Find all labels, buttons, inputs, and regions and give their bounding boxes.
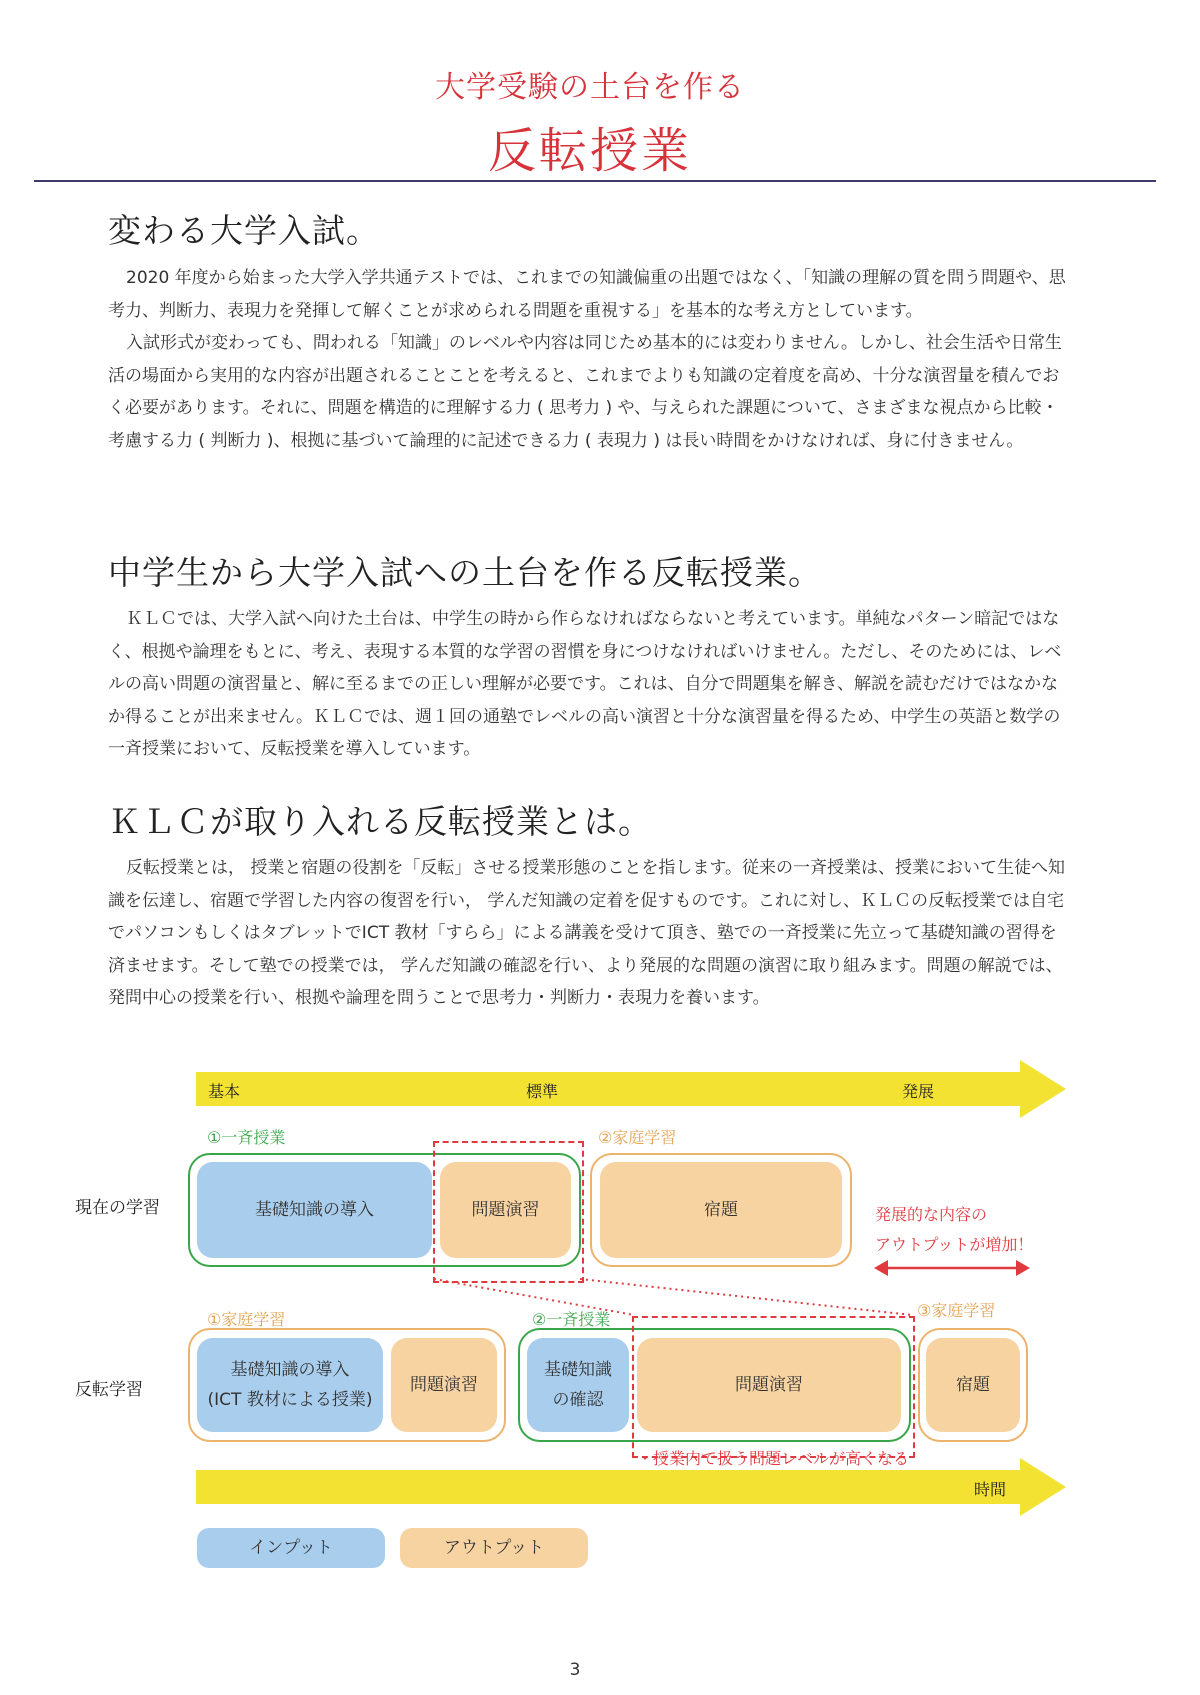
flipped-input-line-1: 基礎知識の導入 xyxy=(230,1360,350,1380)
current-input-box: 基礎知識の導入 xyxy=(197,1162,432,1258)
flipped-note-line-1: ・授業内で扱う問題レベルが高くなる xyxy=(637,1449,910,1468)
flipped-group-2-label: ②一斉授業 xyxy=(532,1310,611,1329)
section-heading-3: ＫＬＣが取り入れる反転授業とは。 xyxy=(108,802,652,841)
paragraph: ＫＬＣでは、大学入試へ向けた土台は、中学生の時から作らなければならないと考えています。単純なパターン暗記ではなく、根拠や論理をもとに、考え、表現する本質的な学習の習慣を身につけなければいけません。ただし、そのためには、レベルの高い問題の演習量と、解に至るまでの正しい理解が必要です。これは、自分で問題集を解き、解説を読むだけではなかなか得ることが出来ません。ＫＬＣでは、週１回の通塾でレベルの高い演習と十分な演習量を得るため、中学生の英語と数学の一斉授業において、反転授業を導入しています。 xyxy=(108,609,1062,760)
flipped-practice-highlight xyxy=(632,1316,915,1458)
section-body-1 xyxy=(108,262,1070,458)
current-note-line-1: 発展的な内容の xyxy=(875,1205,988,1224)
page-number: 3 xyxy=(569,1660,581,1680)
flipped-group-3-label: ③家庭学習 xyxy=(917,1301,996,1320)
legend-input: インプット xyxy=(197,1528,385,1568)
flipped-input-line-2: (ICT 教材による授業) xyxy=(207,1390,373,1410)
page-supertitle: 大学受験の土台を作る xyxy=(435,70,745,105)
level-standard: 標準 xyxy=(526,1082,559,1101)
flipped-class-practice-box: 問題演習 xyxy=(637,1338,901,1432)
flipped-confirm-line-1: 基礎知識 xyxy=(544,1360,612,1380)
header-divider xyxy=(34,180,1156,182)
current-practice-box: 問題演習 xyxy=(440,1162,571,1258)
level-advanced: 発展 xyxy=(902,1082,935,1101)
flipped-row-label: 反転学習 xyxy=(75,1380,143,1400)
paragraph: 反転授業とは， 授業と宿題の役割を「反転」させる授業形態のことを指します。従来の一斉授業は、授業において生徒へ知識を伝達し、宿題で学習した内容の復習を行い， 学んだ知識の定着を促すものです。これに対し、ＫＬＣの反転授業では自宅でパソコンもしくはタブレットでICT 教材「すらら」による講義を受けて頂き、塾での一斉授業に先立って基礎知識の習得を済ませます。そして塾での授業では， 学んだ知識の確認を行い、より発展的な問題の演習に取り組みます。問題の解説では、発問中心の授業を行い、根拠や論理を問うことで思考力・判断力・表現力を養います。 xyxy=(108,858,1066,1009)
section-heading-1: 変わる大学入試。 xyxy=(108,211,380,250)
time-arrow xyxy=(196,1470,1066,1504)
flipped-homework-box: 宿題 xyxy=(926,1338,1020,1432)
flipped-confirm-box xyxy=(527,1338,629,1432)
flipped-input-box xyxy=(197,1338,383,1432)
current-group-1-label: ①一斉授業 xyxy=(207,1128,286,1147)
current-row-label: 現在の学習 xyxy=(75,1198,160,1218)
flipped-home-practice-box: 問題演習 xyxy=(391,1338,497,1432)
paragraph: 入試形式が変わっても、問われる「知識」のレベルや内容は同じため基本的には変わりません。しかし、社会生活や日常生活の場面から実用的な内容が出題されることことを考えると、これまでよりも知識の定着度を高め、十分な演習量を積んでおく必要があります。それに、問題を構造的に理解する力 ( 思考力 ) や、与えられた課題について、さまざまな視点から比較・考慮する力 ( 判断力 )、根拠に基づいて論理的に記述できる力 ( 表現力 ) は長い時間をかけなければ、身に付きません。 xyxy=(108,333,1062,451)
time-label: 時間 xyxy=(974,1480,1007,1499)
page-title: 反転授業 xyxy=(487,123,692,179)
level-basic: 基本 xyxy=(208,1082,241,1101)
current-group-2-label: ②家庭学習 xyxy=(598,1128,677,1147)
section-body-3 xyxy=(108,852,1070,1015)
legend-output: アウトプット xyxy=(400,1528,588,1568)
current-note-line-2: アウトプットが増加！ xyxy=(875,1235,1034,1254)
flipped-classroom-diagram xyxy=(0,1060,1200,1600)
paragraph: 2020 年度から始まった大学入学共通テストでは、これまでの知識偏重の出題ではなく、「知識の理解の質を問う問題や、思考力、判断力、表現力を発揮して解くことが求められる問題を重視する」を基本的な考え方としています。 xyxy=(108,268,1066,321)
flipped-group-1-label: ①家庭学習 xyxy=(207,1310,286,1329)
flipped-confirm-line-2: の確認 xyxy=(552,1390,604,1410)
section-heading-2: 中学生から大学入試への土台を作る反転授業。 xyxy=(108,553,822,592)
section-body-2 xyxy=(108,603,1070,766)
current-homework-box: 宿題 xyxy=(600,1162,842,1258)
